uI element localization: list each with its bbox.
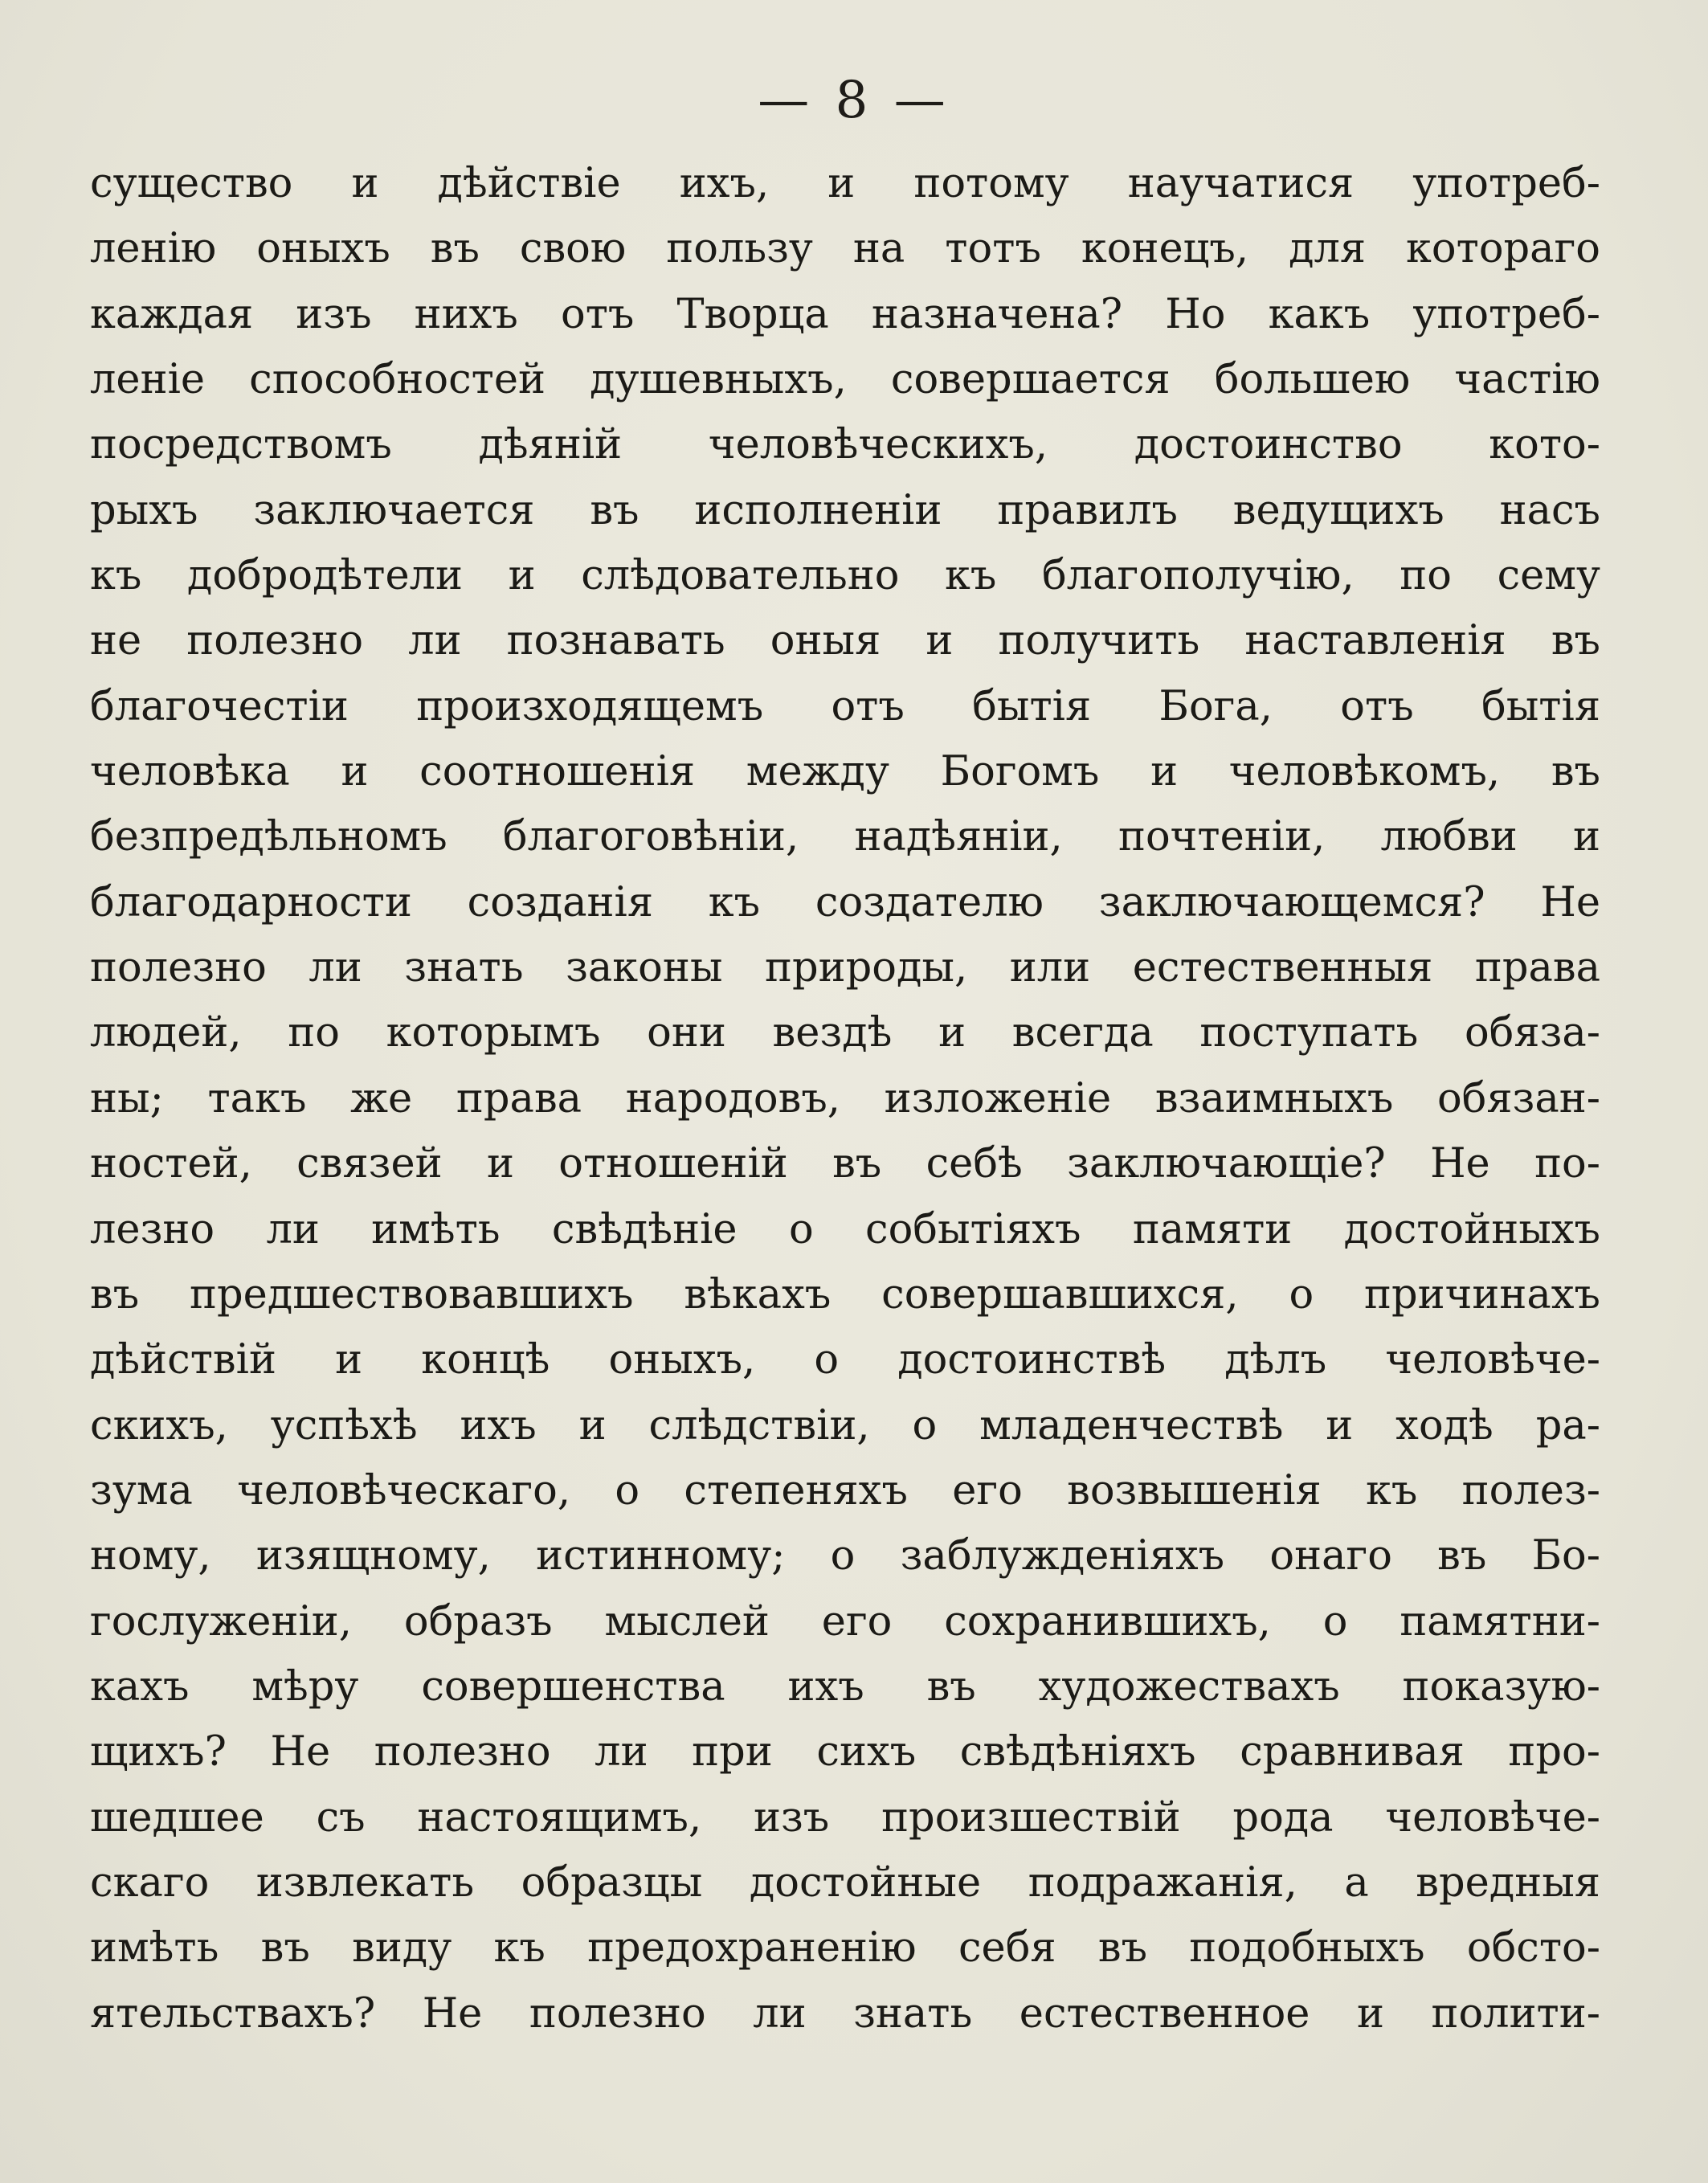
text-line: рыхъ заключается въ исполненіи правилъ ведущихъ насъ	[90, 486, 1600, 534]
text-line: полезно ли знать законы природы, или естественныя права	[90, 944, 1600, 992]
text-line: къ добродѣтели и слѣдовательно къ благополучію, по сему	[90, 552, 1600, 600]
text-line: гослуженіи, образъ мыслей его сохранившихъ, о памятни-	[90, 1597, 1600, 1645]
text-line: лезно ли имѣть свѣдѣніе о событіяхъ памяти достойныхъ	[90, 1205, 1600, 1253]
text-line: леніе способностей душевныхъ, совершается большею частію	[90, 356, 1600, 404]
text-line: человѣка и соотношенія между Богомъ и человѣкомъ, въ	[90, 748, 1600, 796]
text-line: имѣть въ виду къ предохраненію себя въ подобныхъ обсто-	[90, 1924, 1600, 1972]
text-line: не полезно ли познавать оныя и получить наставленія въ	[90, 617, 1600, 665]
text-line: ностей, связей и отношеній въ себѣ заключающіе? Не по-	[90, 1140, 1600, 1188]
text-line: людей, по которымъ они вездѣ и всегда поступать обяза-	[90, 1009, 1600, 1057]
text-line: ному, изящному, истинному; о заблужденіяхъ онаго въ Бо-	[90, 1532, 1600, 1580]
text-line: кахъ мѣру совершенства ихъ въ художествахъ показую-	[90, 1662, 1600, 1711]
text-line: ленію оныхъ въ свою пользу на тотъ конецъ, для котораго	[90, 225, 1600, 273]
text-line: ны; такъ же права народовъ, изложеніе взаимныхъ обязан-	[90, 1074, 1600, 1122]
text-line: шедшее съ настоящимъ, изъ произшествій рода человѣче-	[90, 1793, 1600, 1842]
text-line: зума человѣческаго, о степеняхъ его возвышенія къ полез-	[90, 1466, 1600, 1515]
text-line: ятельствахъ? Не полезно ли знать естественное и полити-	[90, 1989, 1600, 2038]
text-line: посредствомъ дѣяній человѣческихъ, достоинство кото-	[90, 421, 1600, 469]
text-line: скаго извлекать образцы достойные подражанія, а вредныя	[90, 1858, 1600, 1907]
body-text	[90, 151, 1600, 2046]
page-number: — 8 —	[758, 71, 950, 130]
text-line: щихъ? Не полезно ли при сихъ свѣдѣніяхъ сравнивая про-	[90, 1728, 1600, 1776]
text-line: благодарности созданія къ создателю заключающемся? Не	[90, 878, 1600, 926]
text-line: безпредѣльномъ благоговѣніи, надѣяніи, почтеніи, любви и	[90, 813, 1600, 861]
text-line: въ предшествовавшихъ вѣкахъ совершавшихся, о причинахъ	[90, 1270, 1600, 1318]
text-line: дѣйствій и концѣ оныхъ, о достоинствѣ дѣлъ человѣче-	[90, 1336, 1600, 1384]
text-line: благочестіи произходящемъ отъ бытія Бога, отъ бытія	[90, 682, 1600, 730]
text-line: существо и дѣйствіе ихъ, и потому научатися употреб-	[90, 160, 1600, 207]
text-line: каждая изъ нихъ отъ Творца назначена? Но какъ употреб-	[90, 290, 1600, 338]
text-line: скихъ, успѣхѣ ихъ и слѣдствіи, о младенчествѣ и ходѣ ра-	[90, 1401, 1600, 1449]
